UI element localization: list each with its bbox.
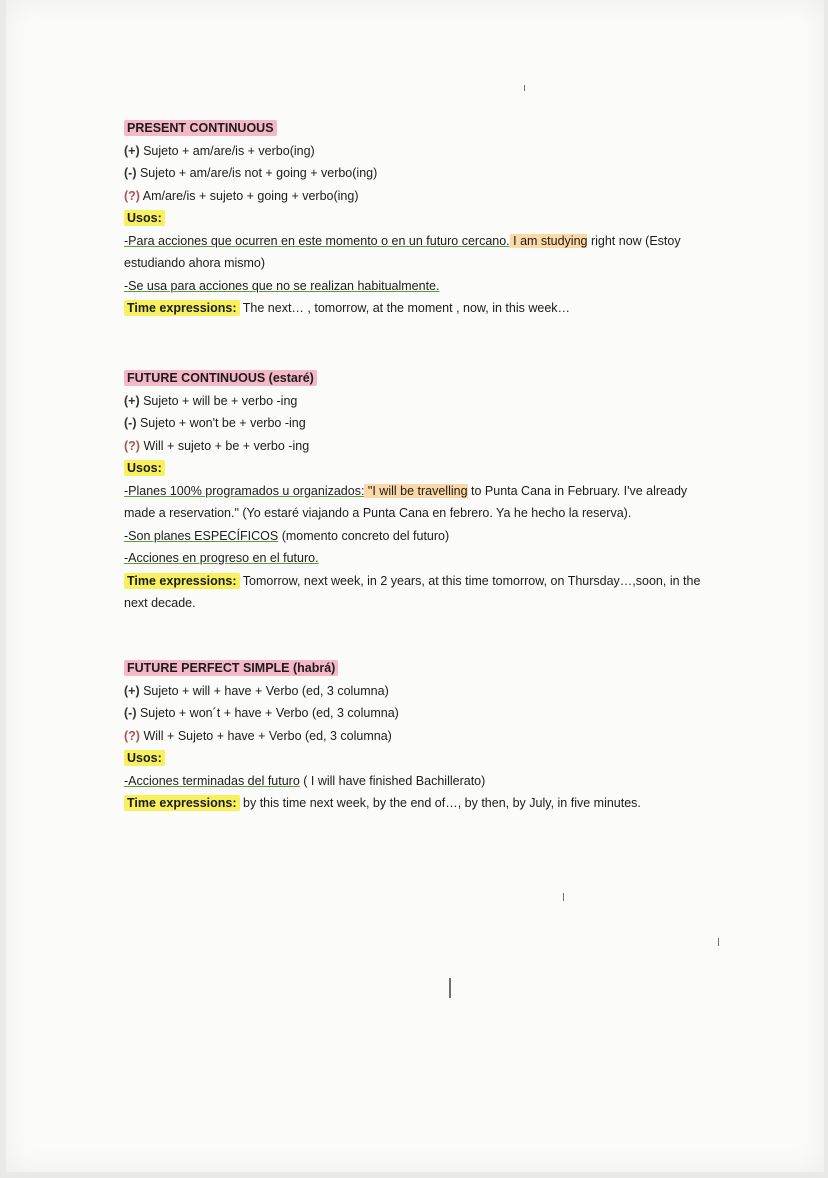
time-expressions: Time expressions: by this time next week, by the end of…, by then, by July, in five minutes.	[124, 792, 724, 815]
positive-formula: (+) Sujeto + am/are/is + verbo(ing)	[124, 143, 315, 158]
question-formula: (?) Am/are/is + sujeto + going + verbo(ing)	[124, 188, 359, 203]
scan-mark	[449, 978, 451, 998]
uso-item: -Son planes ESPECÍFICOS (momento concreto del futuro)	[124, 528, 450, 543]
time-expressions: Time expressions: The next… , tomorrow, at the moment , now, in this week…	[124, 297, 724, 320]
uso-item: -Se usa para acciones que no se realizan habitualmente.	[124, 278, 440, 293]
positive-formula: (+) Sujeto + will be + verbo -ing	[124, 393, 298, 408]
negative-formula: (-) Sujeto + am/are/is not + going + verbo(ing)	[124, 166, 378, 180]
negative-formula: (-) Sujeto + won´t + have + Verbo (ed, 3 columna)	[124, 706, 399, 720]
question-formula: (?) Will + Sujeto + have + Verbo (ed, 3 columna)	[124, 728, 392, 743]
question-formula: (?) Will + sujeto + be + verbo -ing	[124, 438, 310, 453]
scan-mark	[524, 85, 525, 91]
notes-page	[6, 0, 824, 1172]
uso-item: -Acciones terminadas del futuro ( I will have finished Bachillerato)	[124, 773, 486, 788]
section-title: FUTURE PERFECT SIMPLE (habrá)	[124, 660, 338, 676]
uso-item: -Planes 100% programados u organizados: "I will be travelling to Punta Cana in February. I've already made a reservation." (Yo estaré viajando a Punta Cana en febrero. Ya he hecho la reserva).	[124, 483, 688, 520]
uso-item: -Para acciones que ocurren en este momento o en un futuro cercano. I am studying right now (Estoy estudiando ahora mismo)	[124, 233, 681, 270]
future-perfect-section	[124, 657, 724, 815]
usos-label: Usos:	[124, 750, 165, 766]
time-expressions: Time expressions: Tomorrow, next week, in 2 years, at this time tomorrow, on Thursday…,soon, in the next decade.	[124, 573, 701, 610]
usos-label: Usos:	[124, 210, 165, 226]
section-title: FUTURE CONTINUOUS (estaré)	[124, 370, 317, 386]
positive-formula: (+) Sujeto + will + have + Verbo (ed, 3 columna)	[124, 683, 389, 698]
scan-mark	[718, 938, 719, 946]
present-continuous-section	[124, 117, 724, 320]
section-title: PRESENT CONTINUOUS	[124, 120, 277, 136]
uso-item: -Acciones en progreso en el futuro.	[124, 551, 319, 565]
scan-mark	[563, 893, 564, 901]
usos-label: Usos:	[124, 460, 165, 476]
negative-formula: (-) Sujeto + won't be + verbo -ing	[124, 416, 306, 430]
future-continuous-section	[124, 367, 724, 615]
